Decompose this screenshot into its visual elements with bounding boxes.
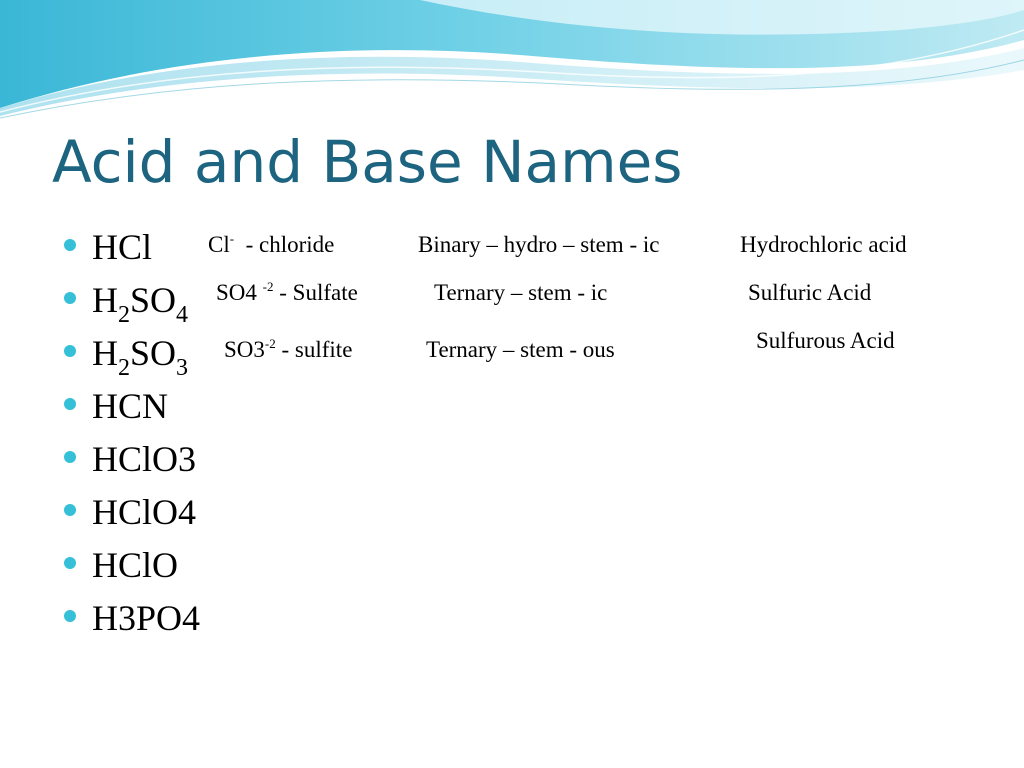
acid-name-note: Sulfurous Acid	[756, 328, 895, 353]
formula-text: HClO4	[92, 492, 197, 532]
acid-name-note: Hydrochloric acid	[740, 232, 907, 257]
decorative-wave-header	[0, 0, 1024, 120]
naming-rule-note: Binary – hydro – stem - ic	[418, 232, 660, 257]
naming-rule-note: Ternary – stem - ous	[426, 337, 615, 362]
acid-name-note: Sulfuric Acid	[748, 280, 872, 305]
formula-text: HCl	[92, 227, 153, 267]
bullet-icon	[64, 239, 76, 251]
bullet-icon	[64, 557, 76, 569]
formula-text: HClO	[92, 545, 179, 585]
ion-note: SO4 $^{-2}$ - Sulfate	[216, 279, 358, 305]
ion-note: $SO3^{-2}$ - sulfite	[224, 336, 353, 362]
formula-text: $H_2SO_4$	[92, 280, 189, 328]
formula-text: HCN	[92, 386, 169, 426]
ion-note: Cl- - chloride	[208, 231, 335, 257]
bullet-icon	[64, 451, 76, 463]
bullet-icon	[64, 345, 76, 357]
formula-text: HClO3	[92, 439, 197, 479]
bullet-icon	[64, 292, 76, 304]
naming-rule-note: Ternary – stem - ic	[434, 280, 608, 305]
slide-title: Acid and Base Names	[52, 128, 683, 196]
formula-text: H3PO4	[92, 598, 201, 638]
formula-text: $H_2SO_3$	[92, 333, 189, 381]
bullet-icon	[64, 504, 76, 516]
bullet-icon	[64, 398, 76, 410]
bullet-icon	[64, 610, 76, 622]
